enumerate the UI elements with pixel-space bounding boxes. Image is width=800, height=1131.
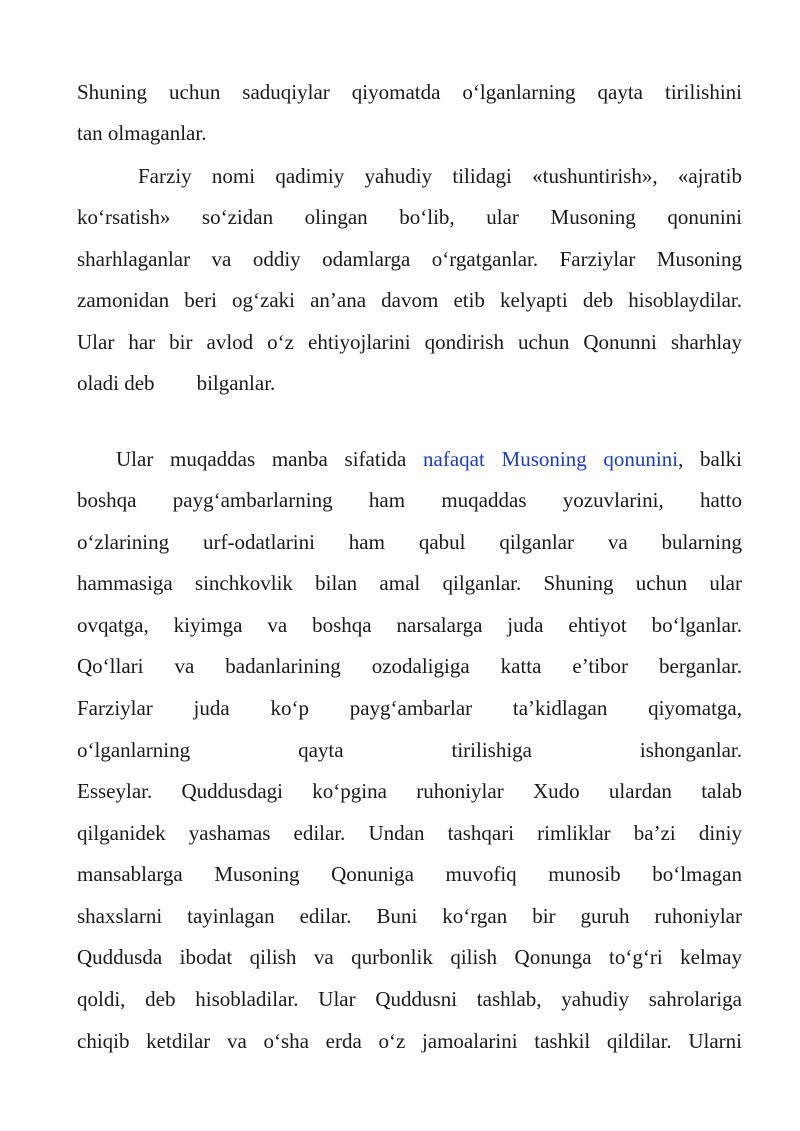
text-fragment: bilganlar. bbox=[196, 371, 276, 395]
text-line: Quddusda ibodat qilish va qurbonlik qilish Qonunga to‘g‘ri kelmay bbox=[77, 945, 742, 969]
text-fragment: oladi deb bbox=[77, 371, 155, 395]
text-line: qoldi, deb hisobladilar. Ular Quddusni tashlab, yahudiy sahrolariga bbox=[77, 987, 742, 1011]
text-line: boshqa payg‘ambarlarning ham muqaddas yozuvlarini, hatto bbox=[77, 488, 742, 512]
text-line: Farziylar juda ko‘p payg‘ambarlar ta’kidlagan qiyomatga, bbox=[77, 696, 742, 720]
text-line: ko‘rsatish» so‘zidan olingan bo‘lib, ular Musoning qonunini bbox=[77, 205, 742, 229]
text-line: shaxslarni tayinlagan edilar. Buni ko‘rgan bir guruh ruhoniylar bbox=[77, 904, 742, 928]
hyperlink[interactable]: nafaqat Musoning qonunini bbox=[423, 447, 679, 471]
text-line: tan olmaganlar. bbox=[77, 121, 207, 145]
text-line: o‘zlarining urf-odatlarini ham qabul qilganlar va bularning bbox=[77, 530, 742, 554]
text-line: o‘lganlarning qayta tirilishiga ishonganlar. bbox=[77, 738, 742, 762]
text-line: sharhlaganlar va oddiy odamlarga o‘rgatganlar. Farziylar Musoning bbox=[77, 247, 742, 271]
text-line: Esseylar. Quddusdagi ko‘pgina ruhoniylar Xudo ulardan talab bbox=[77, 779, 742, 803]
text-line: mansablarga Musoning Qonuniga muvofiq munosib bo‘lmagan bbox=[77, 862, 742, 886]
text-line: Qo‘llari va badanlarining ozodaligiga katta e’tibor berganlar. bbox=[77, 654, 742, 678]
text-line bbox=[77, 362, 742, 404]
text-line: hammasiga sinchkovlik bilan amal qilganlar. Shuning uchun ular bbox=[77, 571, 742, 595]
text-fragment: Ular muqaddas manba sifatida bbox=[116, 447, 424, 471]
paragraph-first-line: Farziy nomi qadimiy yahudiy tilidagi «tushuntirish», «ajratib bbox=[138, 164, 742, 188]
text-line: chiqib ketdilar va o‘sha erda o‘z jamoalarini tashkil qildilar. Ularni bbox=[77, 1029, 742, 1053]
text-line: Shuning uchun saduqiylar qiyomatda o‘lganlarning qayta tirilishini bbox=[77, 80, 742, 104]
text-line: qilganidek yashamas edilar. Undan tashqari rimliklar ba’zi diniy bbox=[77, 821, 742, 845]
text-line: Ular har bir avlod o‘z ehtiyojlarini qondirish uchun Qonunni sharhlay bbox=[77, 330, 742, 354]
text-line: ovqatga, kiyimga va boshqa narsalarga juda ehtiyot bo‘lganlar. bbox=[77, 613, 742, 637]
text-line: zamonidan beri og‘zaki an’ana davom etib kelyapti deb hisoblaydilar. bbox=[77, 288, 742, 312]
paragraph-first-line bbox=[116, 438, 742, 480]
text-fragment: , balki bbox=[678, 447, 742, 471]
